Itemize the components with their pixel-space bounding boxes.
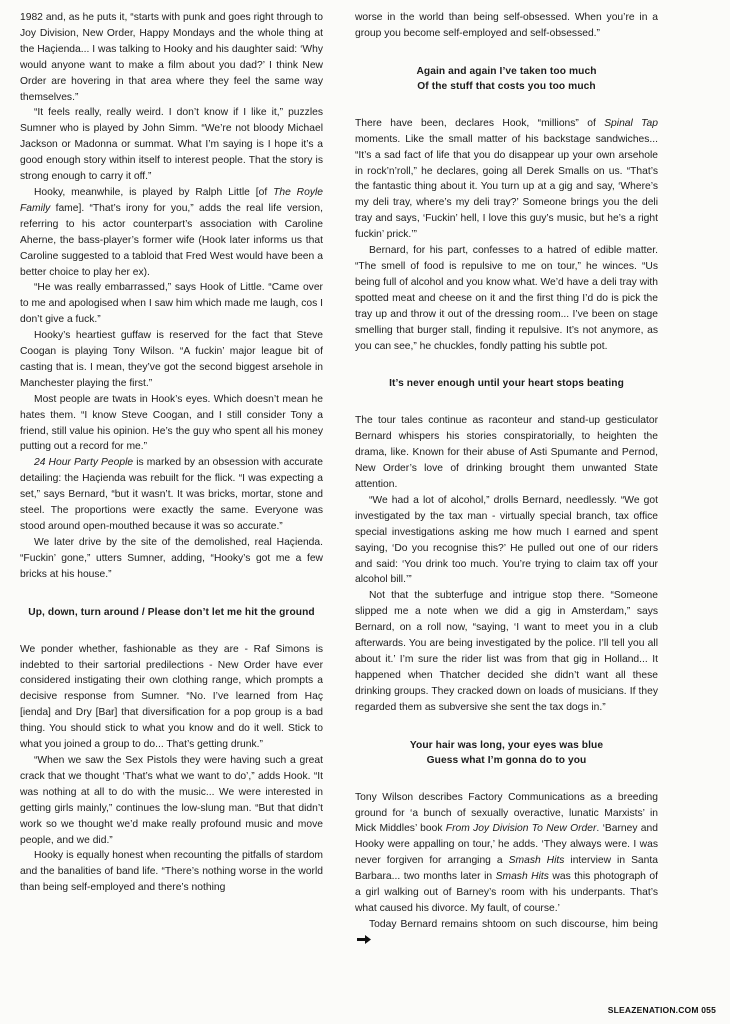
paragraph: Not that the subterfuge and intrigue stop there. “Someone slipped me a note when we did a gig in Amsterdam,” says Bernard, on a roll now, “saying, ‘I want to meet you in a club afterwards. You are being investigated by the police. I’ll tell you all about it.’ I’m sure the rider list was from that gig in Holland... It happened when Thatcher decided she didn’t want all these drinking groups. They cracked down on loads of musicians. If they regarded them as subversive she sent the tax dogs in.”	[355, 590, 658, 713]
heading-line: Guess what I’m gonna do to you	[426, 754, 587, 766]
paragraph: Most people are twats in Hook’s eyes. Which doesn’t mean he hates them. “I know Steve Coogan, and I still consider Tony a friend, still value his opinion. He’s the guy who spent all his money putting out a record for me.”	[20, 393, 323, 453]
italic-title: Smash Hits	[508, 855, 565, 867]
paragraph: worse in the world than being self-obsessed. When you’re in a group you become self-employed and self-obsessed.”	[355, 12, 658, 39]
paragraph: Hooky’s heartiest guffaw is reserved for the fact that Steve Coogan is playing Tony Wilson. “A fuckin’ major league bit of casting that is. I mean, they’ve got the second biggest arsehole in Manchester playing the first.”	[20, 330, 323, 389]
text-run: . ‘Barney and Hooky were appalling on tour,’ he adds. ‘They always were. I was never forgiven for arranging a	[355, 823, 658, 867]
paragraph: Hooky is equally honest when recounting the pitfalls of stardom and the banalities of band life. “There’s nothing worse in the world than being self-employed and there’s nothing	[20, 850, 323, 894]
paragraph: “It feels really, really weird. I don’t know if I like it,” puzzles Sumner who is played by John Simm. “We’re not bloody Michael Jackson or Madonna or summat. What I’m saying is I hope it’s a good enough story within itself to interest people. That the story is strong enough to carry it off.”	[20, 107, 323, 183]
paragraph: “We had a lot of alcohol,” drolls Bernard, needlessly. “We got investigated by the tax man - virtually special branch, tax office special investigations asking me how much I earned and spent saying, ‘Do you recognise this?’ He pulled out one of our riders and said: ‘You drink too much. You’re trying to claim tax off your alcohol bill.’”	[355, 494, 658, 586]
text-run: Tony Wilson describes Factory Communications as a breeding ground for ‘a bunch of sexually overactive, lunatic Marxists’ in Mick Middles’ book	[355, 791, 658, 835]
heading-line: Your hair was long, your eyes was blue	[409, 739, 604, 751]
section-heading	[355, 64, 658, 94]
right-column	[355, 10, 658, 949]
section-heading	[20, 605, 323, 620]
section-heading	[355, 738, 658, 768]
paragraph	[20, 455, 323, 535]
paragraph	[355, 917, 658, 949]
text-run: fame]. “That’s irony for you,” adds the real life version, referring to his actor counterpart’s association with Caroline Aherne, the bass-player’s former wife (Hook later informs us that Caroline suggested to a tabloid that Fred West would have been a better choice to play her ex).	[20, 202, 323, 278]
page-footer: SLEAZENATION.COM 055	[607, 1005, 716, 1015]
paragraph: 1982 and, as he puts it, “starts with punk and goes right through to Joy Division, New Order, Happy Mondays and the whole thing at the Haçienda... I was talking to Hooky and his daughter said: ‘Why would anyone want to make a film about you dad?’ I think New Order are hovering in that area where they feel the same way themselves.”	[20, 12, 323, 103]
text-run: interview in Santa Barbara... two months later in	[355, 855, 658, 883]
paragraph: “He was really embarrassed,” says Hook of Little. “Came over to me and apologised when I saw him which made me laugh, cos I don’t give a fuck.”	[20, 282, 323, 326]
paragraph: The tour tales continue as raconteur and stand-up gesticulator Bernard whispers his stories conspiratorially, to heighten the drama, like. Known for their abuse of Asti Spumante and Pernod, New Order’s love of drinking brought them unwanted State attention.	[355, 415, 658, 491]
paragraph: We later drive by the site of the demolished, real Haçienda. “Fuckin’ gone,” utters Sumner, adding, “Hooky’s got me a few bricks at his house.”	[20, 536, 323, 580]
heading-line: Of the stuff that costs you too much	[417, 80, 596, 92]
italic-title: Smash Hits	[495, 871, 549, 883]
section-heading	[355, 376, 658, 391]
paragraph: Bernard, for his part, confesses to a hatred of edible matter. “The smell of food is repulsive to me on tour,” he winces. “Us being full of alcohol and you know what. We’d have a deli tray with spotted meat and cheese on it and the first thing I’d do is pick the tray up and throw it out of the dressing room... I’ve been on stage smelling that burger stall, finding it repulsive. It’s not anymore, as you can see,” he chuckles, fondly patting his subtle pot.	[355, 245, 658, 352]
text-run: Today Bernard remains shtoom on such discourse, him being	[369, 918, 658, 930]
left-column	[20, 10, 323, 896]
italic-title: From Joy Division To New Order	[445, 823, 597, 835]
paragraph: “When we saw the Sex Pistols they were having such a great crack that we thought ‘That’s what we want to do’,” adds Hook. “It was nothing at all to do with the music... We were interested in getting girls mainly,” continues the low-slung man. “But that didn’t work so we thought we’d make really profound music and move people, and we did.”	[20, 754, 323, 846]
paragraph	[20, 185, 323, 280]
heading-line: It’s never enough until your heart stops beating	[389, 378, 624, 390]
paragraph	[355, 116, 658, 243]
heading-line: Up, down, turn around / Please don’t let me hit the ground	[28, 606, 315, 618]
text-run: was this photograph of a girl walking out of Barney’s room with his underpants. That’s what caused his divorce. My fault, of course.’	[355, 871, 658, 914]
italic-title: Spinal Tap	[604, 117, 658, 129]
paragraph: We ponder whether, fashionable as they are - Raf Simons is indebted to their sartorial predilections - New Order have ever considered instigating their own clothing range, which prompts a decisive response from Sumner. “No. I’ve learned from Haç [ienda] and Dry [Bar] that diversification for a pop group is a bad thing. You should stick to what you know and do it well. Stick to what you joined a group to do... That’s getting drunk.”	[20, 643, 323, 751]
text-run: is marked by an obsession with accurate detailing: the Haçienda was rebuilt for the flick. “I was expecting a set,” says Bernard, “but it wasn’t. It was bricks, mortar, stone and steel. The proportions were exactly the same. Everyone was stood around open-mouthed because it was so accurate.”	[20, 457, 323, 532]
paragraph	[355, 790, 658, 917]
text-run: There have been, declares Hook, “millions” of	[355, 117, 605, 129]
italic-title: 24 Hour Party People	[34, 457, 134, 469]
text-run: moments. Like the small matter of his backstage sandwiches... “It’s a sad fact of life that you do disappear up your own arsehole in rock’n’roll,” he declares, going all Derek Smalls on us. “That’s the fantastic thing about it. You turn up at a gig and say, ‘Where’s my deli tray, where’s my deli tray?’ Someone brings you the deli tray and says, ‘Fuckin’ hell, I love this guy’s music, but he’s a right fuckin’ prick.’”	[355, 133, 658, 241]
text-run: Hooky, meanwhile, is played by Ralph Little [of	[34, 186, 274, 198]
italic-title: The Royle Family	[20, 186, 323, 214]
right-arrow-icon	[357, 935, 371, 944]
heading-line: Again and again I’ve taken too much	[416, 65, 597, 77]
